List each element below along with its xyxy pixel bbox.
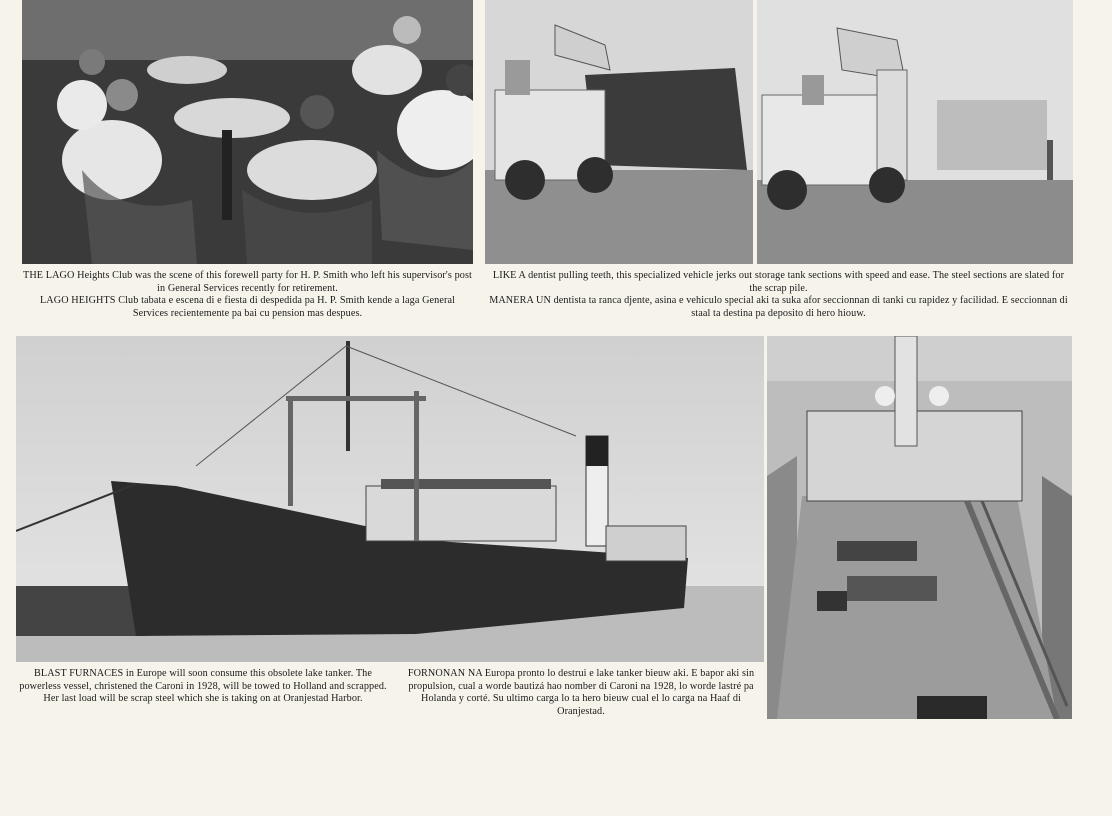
caption-vehicle-en: LIKE A dentist pulling teeth, this specialized vehicle jerks out storage tank sections with speed and ease. The steel sections are slated for the scrap pile. bbox=[492, 270, 1065, 294]
photo-caroni-tanker bbox=[16, 336, 764, 662]
caption-tanker-en: BLAST FURNACES in Europe will soon consume this obsolete lake tanker. The powerless vessel, christened the Caroni in 1928, will be towed to Holland and scrapped. Her last load will be scrap steel which she is taking on at Oranjestad Harbor. bbox=[19, 668, 387, 705]
caption-tanker-papiamento bbox=[396, 668, 766, 718]
photo-vehicle-tank-section bbox=[485, 0, 753, 264]
photo-vehicle-scrap bbox=[757, 0, 1073, 264]
caption-farewell-party-pap: LAGO HEIGHTS Club tabata e escena di e fiesta di despedida pa H. P. Smith kende a laga General Services recientemente pa bai cu pension mas despues. bbox=[39, 295, 456, 319]
photo-farewell-party bbox=[22, 0, 473, 264]
caption-tanker-pap: FORNONAN NA Europa pronto lo destrui e lake tanker bieuw aki. E bapor aki sin propulsion, cual a worde bautizá hao nomber di Caroni na 1928, lo worde lastré pa Holanda y corté. Su ultimo carga lo ta hero bieuw cual el lo carga na Haaf di Oranjestad. bbox=[407, 668, 755, 717]
caption-vehicle bbox=[487, 270, 1070, 320]
caption-farewell-party-en: THE LAGO Heights Club was the scene of this forewell party for H. P. Smith who left his supervisor's post in General Services recently for retirement. bbox=[23, 270, 472, 294]
photo-tanker-deck bbox=[767, 336, 1072, 719]
caption-tanker-english bbox=[18, 668, 388, 706]
caption-vehicle-pap: MANERA UN dentista ta ranca djente, asina e vehiculo special aki ta suka afor seccionnan di tanki cu rapidez y facilidad. E seccionnan di staal ta destina pa deposito di hero hiouw. bbox=[489, 295, 1068, 319]
caption-farewell-party bbox=[22, 270, 473, 320]
